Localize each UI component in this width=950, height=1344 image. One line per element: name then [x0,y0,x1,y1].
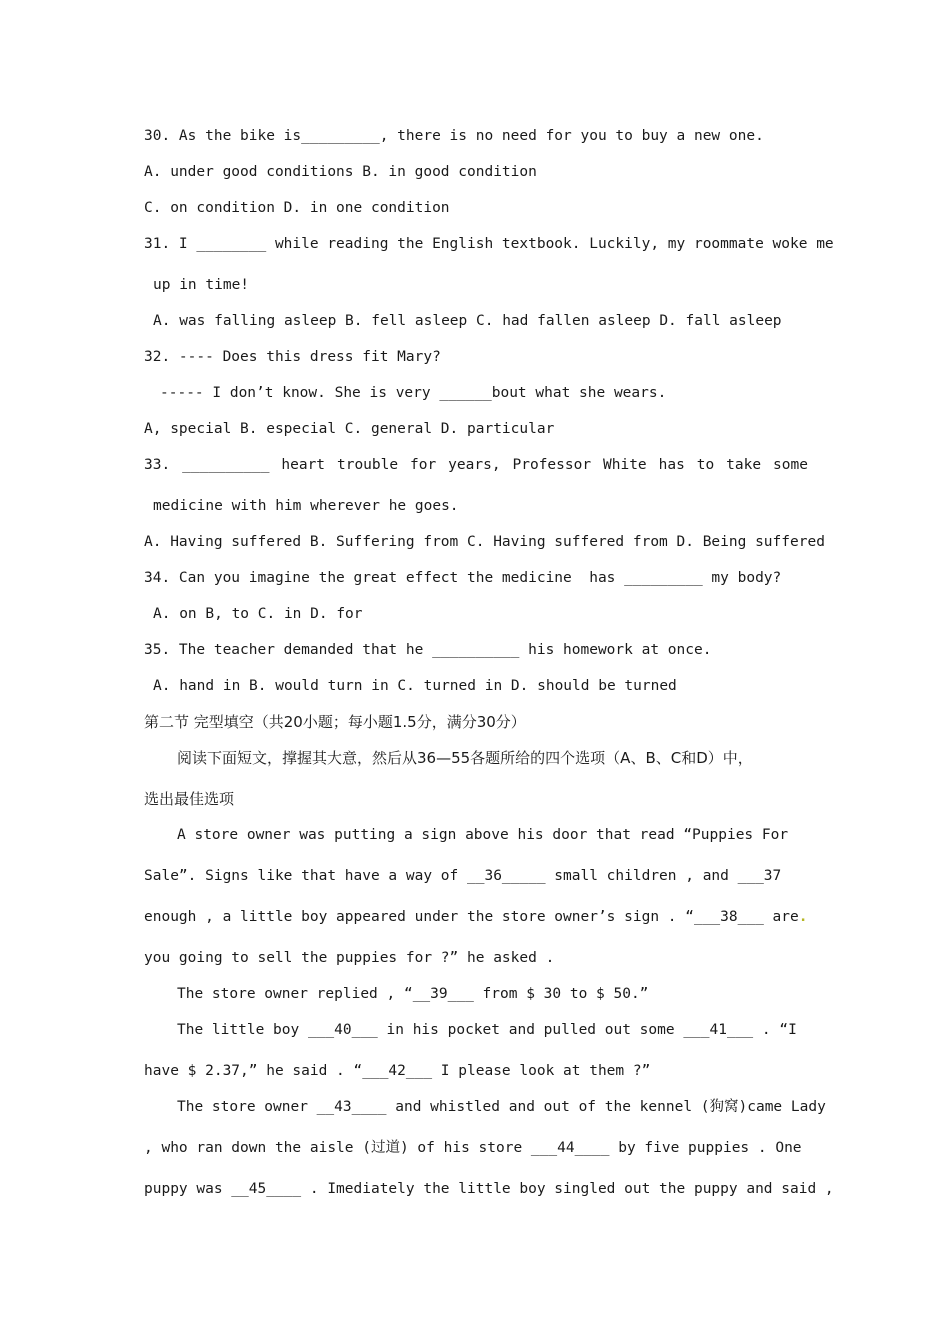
passage-p4-line2: , who ran down the aisle (过道) of his store ___44____ by five puppies . One [144,1140,802,1156]
passage-p3-line2: have $ 2.37,” he said . “___42___ I please look at them ?” [144,1063,651,1079]
q33-word: trouble [336,457,399,473]
q33-word: White [603,457,647,473]
q32-reply: ----- I don’t know. She is very ______bout what she wears. [160,385,667,401]
q33-blank: __________ [182,457,270,473]
q33-word: years, [448,457,501,473]
passage-p1-line3-text: enough , a little boy appeared under the store owner’s sign . “___38___ are [144,909,799,925]
q31-stem: 31. I ________ while reading the English textbook. Luckily, my roommate woke me [144,236,834,252]
passage-p4-line1: The store owner __43____ and whistled and out of the kennel (狗窝)came Lady [177,1099,826,1115]
highlight-mark: . [798,909,808,925]
q34-options: A. on B, to C. in D. for [153,606,363,622]
q33-continuation: medicine with him wherever he goes. [153,498,459,514]
q33-word: heart [281,457,326,473]
q31-options: A. was falling asleep B. fell asleep C. had fallen asleep D. fall asleep [153,313,782,329]
q33-options: A. Having suffered B. Suffering from C. Having suffered from D. Being suffered [144,534,825,550]
q33-stem [144,455,808,475]
q31-continuation: up in time! [153,277,250,293]
q33-word: take [726,457,762,473]
q33-word: Professor [512,457,592,473]
passage-p1-line3 [144,907,807,927]
passage-p4-line3: puppy was __45____ . Imediately the little boy singled out the puppy and said , [144,1181,834,1197]
passage-p1-line4: you going to sell the puppies for ?” he asked . [144,950,555,966]
passage-p1-line1: A store owner was putting a sign above his door that read “Puppies For [177,827,789,843]
q33-word: some [773,457,808,473]
section-instruction-2: 选出最佳选项 [144,790,235,808]
q35-options: A. hand in B. would turn in C. turned in D. should be turned [153,678,677,694]
q33-word: for [410,457,437,473]
passage-p3-line1: The little boy ___40___ in his pocket and pulled out some ___41___ . “I [177,1022,797,1038]
section-instruction-1: 阅读下面短文，撑握其大意，然后从36—55各题所给的四个选项（A、B、C和D）中， [177,749,753,767]
q35-stem: 35. The teacher demanded that he __________ his homework at once. [144,642,712,658]
q33-word: has [658,457,685,473]
q32-stem: 32. ---- Does this dress fit Mary? [144,349,441,365]
q33-word: to [696,457,715,473]
passage-p1-line2: Sale”. Signs like that have a way of __36_____ small children , and ___37 [144,868,782,884]
q30-stem: 30. As the bike is_________, there is no need for you to buy a new one. [144,128,764,144]
q33-word: 33. [144,457,171,473]
q30-options-2: C. on condition D. in one condition [144,200,450,216]
q32-options: A, special B. especial C. general D. particular [144,421,555,437]
passage-p2: The store owner replied , “__39___ from $ 30 to $ 50.” [177,986,649,1002]
q30-options-1: A. under good conditions B. in good condition [144,164,537,180]
section-heading: 第二节 完型填空（共20小题；每小题1.5分，满分30分） [144,713,526,731]
q34-stem: 34. Can you imagine the great effect the medicine has _________ my body? [144,570,782,586]
